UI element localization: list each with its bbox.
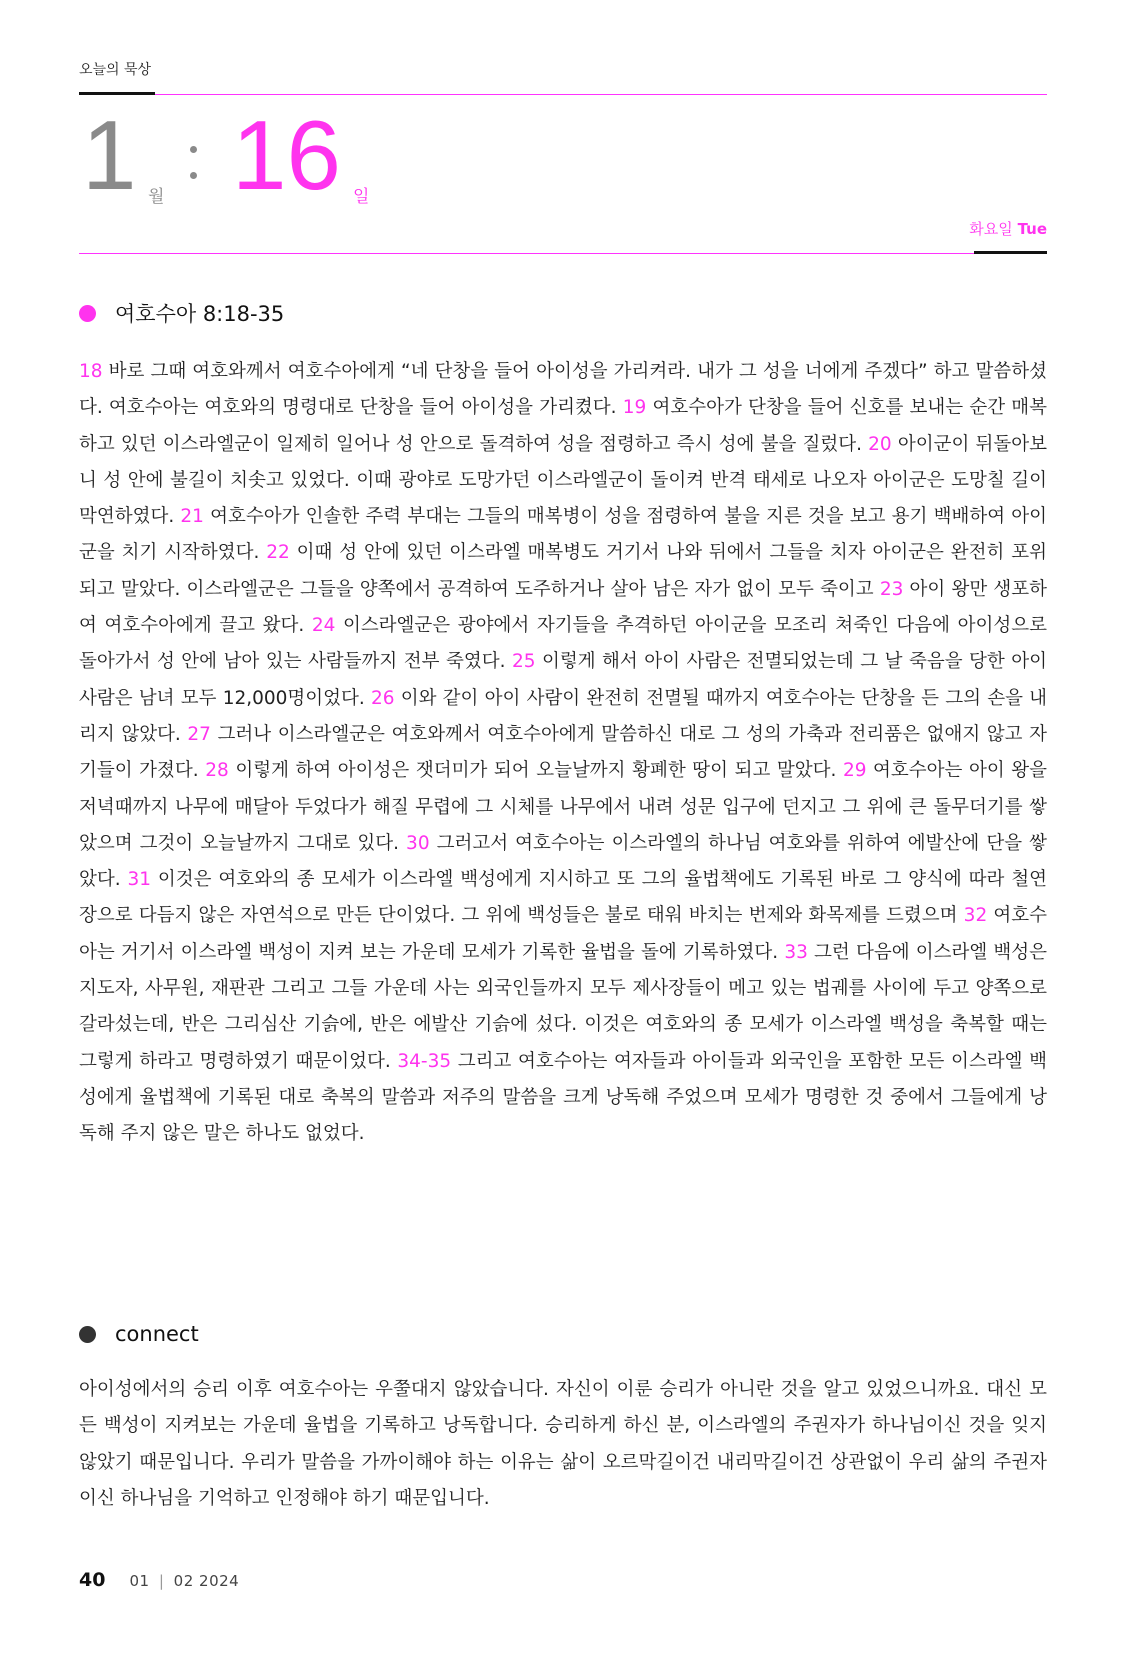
connect-title: connect [115,1322,199,1346]
bullet-dot-icon [79,1326,96,1343]
verse-number: 26 [371,687,395,709]
verse-text: 그런 다음에 이스라엘 백성은 지도자, 사무원, 재판관 그리고 그들 가운데 사는 외국인들까지 모두 제사장들이 메고 있는 법궤를 사이에 두고 양쪽으로 갈라섰는데, 반은 그리심산 기슭에, 반은 에발산 기슭에 섰다. 이것은 여호와의 종 모세가 이스라엘 백성을 축복할 때는 그렇게 하라고 명령하였기 때문이었다. [79,941,1047,1072]
verse-number: 34-35 [397,1050,452,1072]
verse-number: 27 [187,723,211,745]
verse-text: 이것은 여호와의 종 모세가 이스라엘 백성에게 지시하고 또 그의 율법책에도 기록된 바로 그 양식에 따라 철연장으로 다듬지 않은 자연석으로 만든 단이었다. 그 위에 백성들은 불로 태워 바치는 번제와 화목제를 드렸으며 [79,869,1047,927]
verse-text: 여호수아는 아이 왕을 저녁때까지 나무에 매달아 두었다가 해질 무렵에 그 시체를 나무에서 내려 성문 입구에 던지고 그 위에 큰 돌무더기를 쌓았으며 그것이 오늘날까지 그대로 있다. [79,760,1047,854]
verse-number: 28 [205,760,229,782]
month-unit: 월 [148,187,165,207]
verse-text: 이스라엘군은 광야에서 자기들을 추격하던 아이군을 모조리 쳐죽인 다음에 아이성으로 돌아가서 성 안에 남아 있는 사람들까지 전부 죽였다. [79,615,1047,673]
top-rule [79,94,1047,95]
day-unit: 일 [353,187,370,207]
verse-number: 19 [622,397,647,419]
passage-text [79,354,1047,1153]
month-number: 1 [82,100,137,210]
verse-text: 여호수아가 단창을 들어 신호를 보내는 순간 매복하고 있던 이스라엘군이 일제히 일어나 성 안으로 돌격하여 성을 점령하고 즉시 성에 불을 질렀다. [79,397,1047,455]
verse-number: 24 [311,615,336,637]
verse-number: 31 [127,869,152,891]
bullet-dot-icon [79,305,96,322]
verse-number: 30 [406,832,430,854]
verse-text: 그러고서 여호수아는 이스라엘의 하나님 여호와를 위하여 에발산에 단을 쌓았다. [79,832,1047,891]
date-colon [190,146,198,186]
section-label: 오늘의 묵상 [79,62,152,78]
verse-number: 23 [879,578,904,600]
connect-body: 아이성에서의 승리 이후 여호수아는 우쭐대지 않았습니다. 자신이 이룬 승리가 아니란 것을 알고 있었으니까요. 대신 모든 백성이 지켜보는 가운데 율법을 기록하고 낭독합니다. 승리하게 하신 분, 이스라엘의 주권자가 하나님이신 것을 잊지 않았기 때문입니다. 우리가 말씀을 가까이해야 하는 이유는 삶이 오르막길이건 내리막길이건 상관없이 우리 삶의 주권자이신 하나님을 기억하고 인정해야 하기 때문입니다. [79,1379,1047,1509]
issue-month: 01 [129,1572,150,1590]
page-number: 40 [79,1569,106,1591]
verse-text: 이때 성 안에 있던 이스라엘 매복병도 거기서 나와 뒤에서 그들을 치자 아이군은 완전히 포위되고 말았다. 이스라엘군은 그들을 양쪽에서 공격하여 도주하거나 살아 남은 자가 없이 모두 죽이고 [79,542,1047,600]
verse-number: 29 [842,760,867,782]
connect-heading [79,1322,199,1346]
verse-text: 그러나 이스라엘군은 여호와께서 여호수아에게 말씀하신 대로 그 성의 가축과 전리품은 없애지 않고 자기들이 가졌다. [79,723,1047,782]
verse-text: 그리고 여호수아는 여자들과 아이들과 외국인을 포함한 모든 이스라엘 백성에게 율법책에 기록된 대로 축복의 말씀과 저주의 말씀을 크게 낭독해 주었으며 모세가 명령한 것 중에서 그들에게 낭독해 주지 않은 말은 하나도 없었다. [79,1050,1048,1145]
passage-heading [79,298,284,328]
verse-number: 22 [266,542,290,564]
verse-number: 20 [868,433,892,455]
verse-text: 이렇게 하여 아이성은 잿더미가 되어 오늘날까지 황폐한 땅이 되고 말았다. [228,760,843,782]
weekday-korean: 화요일 [969,220,1013,238]
top-rule-accent [79,92,155,95]
verse-text: 여호수아는 거기서 이스라엘 백성이 지켜 보는 가운데 모세가 기록한 율법을 돌에 기록하였다. [79,905,1047,963]
verse-text: 아이 왕만 생포하여 여호수아에게 끌고 왔다. [79,578,1047,637]
weekday [969,218,1047,239]
mid-rule-accent [974,251,1047,254]
verse-number: 32 [963,905,988,927]
passage-reference: 여호수아 8:18-35 [115,302,285,326]
verse-number: 33 [784,941,808,963]
verse-number: 25 [511,651,536,673]
issue-rest: 02 2024 [173,1572,240,1590]
issue-info [129,1572,239,1590]
verse-text: 바로 그때 여호와께서 여호수아에게 “네 단창을 들어 아이성을 가리켜라. 내가 그 성을 너에게 주겠다” 하고 말씀하셨다. 여호수아는 여호와의 명령대로 단창을 들어 아이성을 가리켰다. [79,361,1047,419]
verse-number: 18 [79,361,103,382]
issue-separator: | [158,1572,165,1590]
weekday-english: Tue [1017,220,1047,238]
verse-text: 이렇게 해서 아이 사람은 전멸되었는데 그 날 죽음을 당한 아이 사람은 남녀 모두 12,000명이었다. [79,651,1047,709]
day-number: 16 [232,100,342,210]
verse-text: 아이군이 뒤돌아보니 성 안에 불길이 치솟고 있었다. 이때 광야로 도망가던 이스라엘군이 돌이켜 반격 태세로 나오자 아이군은 도망칠 길이 막연하였다. [79,433,1047,528]
footer [79,1569,239,1591]
verse-text: 이와 같이 아이 사람이 완전히 전멸될 때까지 여호수아는 단창을 든 그의 손을 내리지 않았다. [79,687,1048,745]
verse-number: 21 [180,506,204,528]
mid-rule [79,253,1047,254]
verse-text: 여호수아가 인솔한 주력 부대는 그들의 매복병이 성을 점령하여 불을 지른 것을 보고 용기 백배하여 아이군을 치기 시작하였다. [79,506,1047,564]
